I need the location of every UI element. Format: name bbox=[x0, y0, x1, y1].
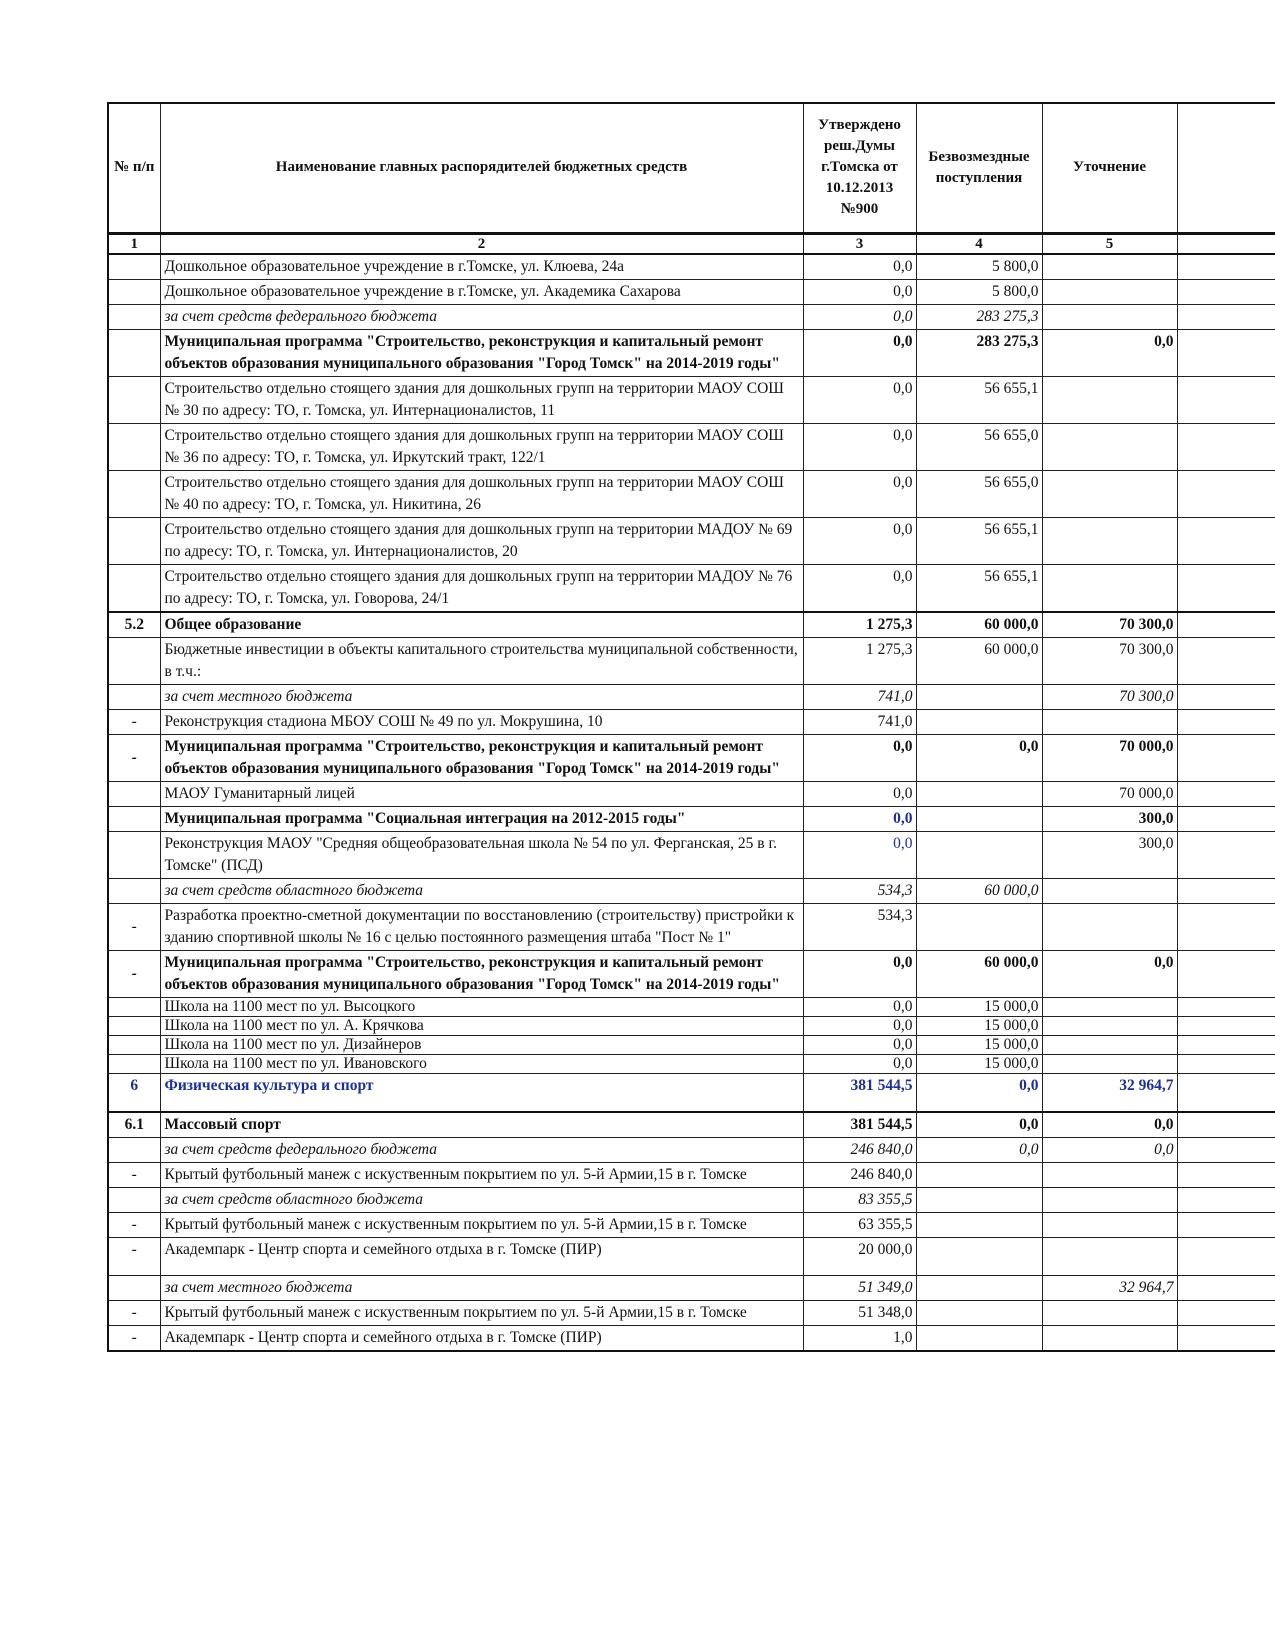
approved-value-cell: 51 348,0 bbox=[803, 1300, 916, 1325]
column-number: 5 bbox=[1042, 233, 1177, 254]
approved-value-cell: 534,3 bbox=[803, 878, 916, 903]
row-name-cell: за счет средств федерального бюджета bbox=[160, 304, 803, 329]
row-name-cell: Строительство отдельно стоящего здания для дошкольных групп на территории МАДОУ № 76 по адресу: ТО, г. Томска, ул. Говорова, 24/1 bbox=[160, 564, 803, 612]
row-name-cell: за счет местного бюджета bbox=[160, 684, 803, 709]
header-col-grants: Безвозмездные поступления bbox=[916, 103, 1042, 233]
extra-cell bbox=[1177, 1162, 1275, 1187]
row-name-cell: Реконструкция стадиона МБОУ СОШ № 49 по ул. Мокрушина, 10 bbox=[160, 709, 803, 734]
clarify-value-cell bbox=[1042, 1187, 1177, 1212]
grants-value-cell: 56 655,1 bbox=[916, 376, 1042, 423]
clarify-value-cell: 300,0 bbox=[1042, 806, 1177, 831]
clarify-value-cell: 300,0 bbox=[1042, 831, 1177, 878]
grants-value-cell bbox=[916, 831, 1042, 878]
approved-value-cell: 0,0 bbox=[803, 329, 916, 376]
clarify-value-cell: 32 964,7 bbox=[1042, 1073, 1177, 1112]
approved-value-cell: 0,0 bbox=[803, 734, 916, 781]
row-name-cell: Физическая культура и спорт bbox=[160, 1073, 803, 1112]
row-number-cell bbox=[108, 279, 160, 304]
extra-cell bbox=[1177, 709, 1275, 734]
row-number-cell bbox=[108, 329, 160, 376]
grants-value-cell: 0,0 bbox=[916, 1073, 1042, 1112]
table-row bbox=[108, 684, 1275, 709]
row-number-cell bbox=[108, 781, 160, 806]
grants-value-cell bbox=[916, 1275, 1042, 1300]
approved-value-cell: 83 355,5 bbox=[803, 1187, 916, 1212]
clarify-value-cell: 70 300,0 bbox=[1042, 684, 1177, 709]
clarify-value-cell bbox=[1042, 279, 1177, 304]
approved-value-cell: 0,0 bbox=[803, 950, 916, 997]
row-number-cell: - bbox=[108, 1325, 160, 1351]
table-row bbox=[108, 376, 1275, 423]
row-name-cell: Муниципальная программа "Социальная интеграция на 2012-2015 годы" bbox=[160, 806, 803, 831]
column-number: 3 bbox=[803, 233, 916, 254]
row-name-cell: Муниципальная программа "Строительство, реконструкция и капитальный ремонт объектов образования муниципального образования "Город Томск" на 2014-2019 годы" bbox=[160, 329, 803, 376]
table-row bbox=[108, 1054, 1275, 1073]
row-number-cell bbox=[108, 878, 160, 903]
grants-value-cell: 60 000,0 bbox=[916, 612, 1042, 638]
approved-value-cell: 381 544,5 bbox=[803, 1073, 916, 1112]
table-row bbox=[108, 878, 1275, 903]
approved-value-cell: 0,0 bbox=[803, 470, 916, 517]
row-number-cell: - bbox=[108, 734, 160, 781]
approved-value-cell: 0,0 bbox=[803, 564, 916, 612]
clarify-value-cell bbox=[1042, 1300, 1177, 1325]
approved-value-cell: 0,0 bbox=[803, 831, 916, 878]
row-name-cell: за счет средств областного бюджета bbox=[160, 878, 803, 903]
row-number-cell: 6 bbox=[108, 1073, 160, 1112]
extra-cell bbox=[1177, 1137, 1275, 1162]
table-row bbox=[108, 279, 1275, 304]
extra-cell bbox=[1177, 423, 1275, 470]
extra-cell bbox=[1177, 470, 1275, 517]
table-row bbox=[108, 304, 1275, 329]
approved-value-cell: 51 349,0 bbox=[803, 1275, 916, 1300]
row-name-cell: Общее образование bbox=[160, 612, 803, 638]
grants-value-cell bbox=[916, 1237, 1042, 1275]
extra-cell bbox=[1177, 517, 1275, 564]
column-number: 2 bbox=[160, 233, 803, 254]
row-name-cell: за счет местного бюджета bbox=[160, 1275, 803, 1300]
approved-value-cell: 20 000,0 bbox=[803, 1237, 916, 1275]
row-name-cell: Академпарк - Центр спорта и семейного отдыха в г. Томске (ПИР) bbox=[160, 1237, 803, 1275]
extra-cell bbox=[1177, 612, 1275, 638]
table-row bbox=[108, 806, 1275, 831]
row-number-cell bbox=[108, 1054, 160, 1073]
clarify-value-cell bbox=[1042, 903, 1177, 950]
table-row bbox=[108, 831, 1275, 878]
grants-value-cell: 283 275,3 bbox=[916, 329, 1042, 376]
clarify-value-cell bbox=[1042, 878, 1177, 903]
row-number-cell bbox=[108, 376, 160, 423]
extra-cell bbox=[1177, 1016, 1275, 1035]
row-number-cell: - bbox=[108, 1212, 160, 1237]
extra-cell bbox=[1177, 637, 1275, 684]
table-row bbox=[108, 1073, 1275, 1112]
extra-cell bbox=[1177, 806, 1275, 831]
row-number-cell: 5.2 bbox=[108, 612, 160, 638]
row-number-cell bbox=[108, 304, 160, 329]
approved-value-cell: 0,0 bbox=[803, 781, 916, 806]
extra-cell bbox=[1177, 304, 1275, 329]
clarify-value-cell bbox=[1042, 1035, 1177, 1054]
table-row bbox=[108, 1275, 1275, 1300]
column-numbers-row bbox=[108, 233, 1275, 254]
table-row bbox=[108, 1162, 1275, 1187]
row-name-cell: Школа на 1100 мест по ул. Высоцкого bbox=[160, 997, 803, 1016]
table-row bbox=[108, 637, 1275, 684]
row-name-cell: Дошкольное образовательное учреждение в г.Томске, ул. Клюева, 24а bbox=[160, 254, 803, 280]
row-name-cell: Реконструкция МАОУ "Средняя общеобразовательная школа № 54 по ул. Ферганская, 25 в г. Томске" (ПСД) bbox=[160, 831, 803, 878]
clarify-value-cell bbox=[1042, 997, 1177, 1016]
approved-value-cell: 0,0 bbox=[803, 304, 916, 329]
grants-value-cell bbox=[916, 1187, 1042, 1212]
clarify-value-cell: 0,0 bbox=[1042, 1137, 1177, 1162]
approved-value-cell: 0,0 bbox=[803, 1054, 916, 1073]
grants-value-cell: 60 000,0 bbox=[916, 637, 1042, 684]
clarify-value-cell: 70 300,0 bbox=[1042, 637, 1177, 684]
grants-value-cell: 15 000,0 bbox=[916, 1054, 1042, 1073]
grants-value-cell: 0,0 bbox=[916, 1137, 1042, 1162]
extra-cell bbox=[1177, 564, 1275, 612]
table-row bbox=[108, 329, 1275, 376]
row-name-cell: Строительство отдельно стоящего здания для дошкольных групп на территории МАДОУ № 69 по адресу: ТО, г. Томска, ул. Интернационалистов, 20 bbox=[160, 517, 803, 564]
extra-cell bbox=[1177, 376, 1275, 423]
grants-value-cell bbox=[916, 709, 1042, 734]
row-number-cell bbox=[108, 1137, 160, 1162]
clarify-value-cell: 0,0 bbox=[1042, 1112, 1177, 1138]
grants-value-cell: 56 655,0 bbox=[916, 423, 1042, 470]
extra-cell bbox=[1177, 1275, 1275, 1300]
grants-value-cell: 5 800,0 bbox=[916, 279, 1042, 304]
approved-value-cell: 1,0 bbox=[803, 1325, 916, 1351]
row-name-cell: Крытый футбольный манеж с искуственным покрытием по ул. 5-й Армии,15 в г. Томске bbox=[160, 1300, 803, 1325]
approved-value-cell: 1 275,3 bbox=[803, 637, 916, 684]
row-number-cell bbox=[108, 1187, 160, 1212]
table-row bbox=[108, 612, 1275, 638]
row-name-cell: Школа на 1100 мест по ул. Дизайнеров bbox=[160, 1035, 803, 1054]
row-number-cell: 6.1 bbox=[108, 1112, 160, 1138]
grants-value-cell bbox=[916, 781, 1042, 806]
clarify-value-cell: 70 000,0 bbox=[1042, 781, 1177, 806]
approved-value-cell: 246 840,0 bbox=[803, 1137, 916, 1162]
approved-value-cell: 0,0 bbox=[803, 517, 916, 564]
extra-cell bbox=[1177, 781, 1275, 806]
extra-cell bbox=[1177, 254, 1275, 280]
row-number-cell bbox=[108, 423, 160, 470]
grants-value-cell: 5 800,0 bbox=[916, 254, 1042, 280]
row-number-cell: - bbox=[108, 1300, 160, 1325]
clarify-value-cell bbox=[1042, 254, 1177, 280]
row-number-cell bbox=[108, 517, 160, 564]
row-name-cell: МАОУ Гуманитарный лицей bbox=[160, 781, 803, 806]
grants-value-cell: 0,0 bbox=[916, 734, 1042, 781]
grants-value-cell: 56 655,1 bbox=[916, 564, 1042, 612]
clarify-value-cell: 70 300,0 bbox=[1042, 612, 1177, 638]
row-number-cell bbox=[108, 831, 160, 878]
clarify-value-cell bbox=[1042, 470, 1177, 517]
grants-value-cell bbox=[916, 806, 1042, 831]
row-number-cell bbox=[108, 1035, 160, 1054]
budget-table bbox=[107, 102, 1275, 1352]
table-body bbox=[108, 254, 1275, 1351]
clarify-value-cell bbox=[1042, 1237, 1177, 1275]
table-row bbox=[108, 903, 1275, 950]
row-number-cell bbox=[108, 1275, 160, 1300]
row-number-cell: - bbox=[108, 1162, 160, 1187]
row-number-cell bbox=[108, 564, 160, 612]
clarify-value-cell: 70 000,0 bbox=[1042, 734, 1177, 781]
extra-cell bbox=[1177, 329, 1275, 376]
row-number-cell bbox=[108, 1016, 160, 1035]
approved-value-cell: 0,0 bbox=[803, 997, 916, 1016]
grants-value-cell: 283 275,3 bbox=[916, 304, 1042, 329]
approved-value-cell: 0,0 bbox=[803, 376, 916, 423]
clarify-value-cell bbox=[1042, 1054, 1177, 1073]
row-name-cell: Муниципальная программа "Строительство, реконструкция и капитальный ремонт объектов образования муниципального образования "Город Томск" на 2014-2019 годы" bbox=[160, 734, 803, 781]
extra-cell bbox=[1177, 1187, 1275, 1212]
row-name-cell: Крытый футбольный манеж с искуственным покрытием по ул. 5-й Армии,15 в г. Томске bbox=[160, 1212, 803, 1237]
clarify-value-cell bbox=[1042, 709, 1177, 734]
row-name-cell: Дошкольное образовательное учреждение в г.Томске, ул. Академика Сахарова bbox=[160, 279, 803, 304]
clarify-value-cell: 0,0 bbox=[1042, 950, 1177, 997]
approved-value-cell: 741,0 bbox=[803, 684, 916, 709]
approved-value-cell: 0,0 bbox=[803, 806, 916, 831]
extra-cell bbox=[1177, 997, 1275, 1016]
row-number-cell bbox=[108, 637, 160, 684]
table-row bbox=[108, 709, 1275, 734]
row-number-cell bbox=[108, 806, 160, 831]
table-row bbox=[108, 1112, 1275, 1138]
row-name-cell: Академпарк - Центр спорта и семейного отдыха в г. Томске (ПИР) bbox=[160, 1325, 803, 1351]
grants-value-cell bbox=[916, 684, 1042, 709]
grants-value-cell bbox=[916, 1300, 1042, 1325]
table-row bbox=[108, 734, 1275, 781]
row-number-cell bbox=[108, 997, 160, 1016]
row-number-cell: - bbox=[108, 903, 160, 950]
approved-value-cell: 381 544,5 bbox=[803, 1112, 916, 1138]
row-name-cell: за счет средств областного бюджета bbox=[160, 1187, 803, 1212]
grants-value-cell: 56 655,1 bbox=[916, 517, 1042, 564]
extra-cell bbox=[1177, 734, 1275, 781]
row-number-cell: - bbox=[108, 709, 160, 734]
table-row bbox=[108, 470, 1275, 517]
grants-value-cell bbox=[916, 1212, 1042, 1237]
approved-value-cell: 246 840,0 bbox=[803, 1162, 916, 1187]
table-row bbox=[108, 781, 1275, 806]
row-name-cell: Массовый спорт bbox=[160, 1112, 803, 1138]
clarify-value-cell: 0,0 bbox=[1042, 329, 1177, 376]
table-row bbox=[108, 997, 1275, 1016]
table-row bbox=[108, 1212, 1275, 1237]
clarify-value-cell bbox=[1042, 564, 1177, 612]
row-name-cell: Строительство отдельно стоящего здания для дошкольных групп на территории МАОУ СОШ № 36 по адресу: ТО, г. Томска, ул. Иркутский тракт, 122/1 bbox=[160, 423, 803, 470]
approved-value-cell: 534,3 bbox=[803, 903, 916, 950]
table-row bbox=[108, 564, 1275, 612]
clarify-value-cell bbox=[1042, 1325, 1177, 1351]
approved-value-cell: 1 275,3 bbox=[803, 612, 916, 638]
table-row bbox=[108, 517, 1275, 564]
approved-value-cell: 741,0 bbox=[803, 709, 916, 734]
table-row bbox=[108, 423, 1275, 470]
extra-cell bbox=[1177, 903, 1275, 950]
header-col-extra bbox=[1177, 103, 1275, 233]
column-number: 1 bbox=[108, 233, 160, 254]
grants-value-cell bbox=[916, 903, 1042, 950]
approved-value-cell: 0,0 bbox=[803, 423, 916, 470]
table-row bbox=[108, 1137, 1275, 1162]
row-name-cell: Муниципальная программа "Строительство, реконструкция и капитальный ремонт объектов образования муниципального образования "Город Томск" на 2014-2019 годы" bbox=[160, 950, 803, 997]
clarify-value-cell bbox=[1042, 1212, 1177, 1237]
row-number-cell: - bbox=[108, 950, 160, 997]
row-name-cell: Крытый футбольный манеж с искуственным покрытием по ул. 5-й Армии,15 в г. Томске bbox=[160, 1162, 803, 1187]
extra-cell bbox=[1177, 1035, 1275, 1054]
grants-value-cell: 15 000,0 bbox=[916, 1016, 1042, 1035]
column-number-extra bbox=[1177, 233, 1275, 254]
extra-cell bbox=[1177, 279, 1275, 304]
grants-value-cell: 56 655,0 bbox=[916, 470, 1042, 517]
clarify-value-cell bbox=[1042, 1016, 1177, 1035]
table-row bbox=[108, 1237, 1275, 1275]
extra-cell bbox=[1177, 1300, 1275, 1325]
table-row bbox=[108, 1187, 1275, 1212]
table-row bbox=[108, 1016, 1275, 1035]
row-name-cell: Школа на 1100 мест по ул. Ивановского bbox=[160, 1054, 803, 1073]
clarify-value-cell bbox=[1042, 304, 1177, 329]
extra-cell bbox=[1177, 1054, 1275, 1073]
row-name-cell: за счет средств федерального бюджета bbox=[160, 1137, 803, 1162]
grants-value-cell: 60 000,0 bbox=[916, 878, 1042, 903]
row-name-cell: Школа на 1100 мест по ул. А. Крячкова bbox=[160, 1016, 803, 1035]
grants-value-cell bbox=[916, 1162, 1042, 1187]
clarify-value-cell: 32 964,7 bbox=[1042, 1275, 1177, 1300]
column-number: 4 bbox=[916, 233, 1042, 254]
extra-cell bbox=[1177, 684, 1275, 709]
row-name-cell: Разработка проектно-сметной документации по восстановлению (строительству) пристройки к зданию спортивной школы № 16 с целью постоянного размещения штаба "Пост № 1" bbox=[160, 903, 803, 950]
grants-value-cell bbox=[916, 1325, 1042, 1351]
extra-cell bbox=[1177, 831, 1275, 878]
grants-value-cell: 60 000,0 bbox=[916, 950, 1042, 997]
table-row bbox=[108, 1300, 1275, 1325]
grants-value-cell: 15 000,0 bbox=[916, 997, 1042, 1016]
approved-value-cell: 0,0 bbox=[803, 1035, 916, 1054]
header-row bbox=[108, 103, 1275, 233]
approved-value-cell: 0,0 bbox=[803, 279, 916, 304]
row-number-cell bbox=[108, 254, 160, 280]
row-name-cell: Строительство отдельно стоящего здания для дошкольных групп на территории МАОУ СОШ № 30 по адресу: ТО, г. Томска, ул. Интернационалистов, 11 bbox=[160, 376, 803, 423]
extra-cell bbox=[1177, 878, 1275, 903]
header-col-approved: Утверждено реш.Думы г.Томска от 10.12.2013 №900 bbox=[803, 103, 916, 233]
clarify-value-cell bbox=[1042, 423, 1177, 470]
header-col-num: № п/п bbox=[108, 103, 160, 233]
row-number-cell bbox=[108, 470, 160, 517]
table-row bbox=[108, 1035, 1275, 1054]
extra-cell bbox=[1177, 950, 1275, 997]
header-col-clarify: Уточнение bbox=[1042, 103, 1177, 233]
clarify-value-cell bbox=[1042, 376, 1177, 423]
approved-value-cell: 0,0 bbox=[803, 254, 916, 280]
clarify-value-cell bbox=[1042, 517, 1177, 564]
extra-cell bbox=[1177, 1237, 1275, 1275]
header-col-name: Наименование главных распорядителей бюджетных средств bbox=[160, 103, 803, 233]
extra-cell bbox=[1177, 1112, 1275, 1138]
table-row bbox=[108, 1325, 1275, 1351]
row-number-cell: - bbox=[108, 1237, 160, 1275]
table-row bbox=[108, 254, 1275, 280]
row-name-cell: Строительство отдельно стоящего здания для дошкольных групп на территории МАОУ СОШ № 40 по адресу: ТО, г. Томска, ул. Никитина, 26 bbox=[160, 470, 803, 517]
grants-value-cell: 15 000,0 bbox=[916, 1035, 1042, 1054]
budget-table-sheet bbox=[107, 102, 1275, 1352]
approved-value-cell: 0,0 bbox=[803, 1016, 916, 1035]
clarify-value-cell bbox=[1042, 1162, 1177, 1187]
extra-cell bbox=[1177, 1073, 1275, 1112]
grants-value-cell: 0,0 bbox=[916, 1112, 1042, 1138]
row-name-cell: Бюджетные инвестиции в объекты капитального строительства муниципальной собственности, в т.ч.: bbox=[160, 637, 803, 684]
extra-cell bbox=[1177, 1212, 1275, 1237]
table-row bbox=[108, 950, 1275, 997]
extra-cell bbox=[1177, 1325, 1275, 1351]
row-number-cell bbox=[108, 684, 160, 709]
approved-value-cell: 63 355,5 bbox=[803, 1212, 916, 1237]
